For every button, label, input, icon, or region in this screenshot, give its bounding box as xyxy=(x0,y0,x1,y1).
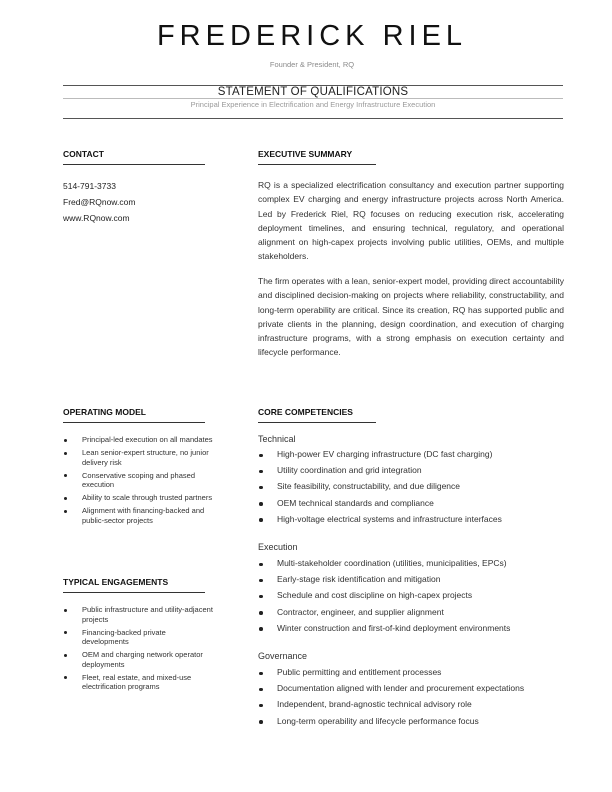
statement-subtitle: Principal Experience in Electrification and Energy Infrastructure Execution xyxy=(190,100,436,109)
summary-paragraph: The firm operates with a lean, senior-expert model, providing direct accountability and disciplined decision-making on projects where reliability, constructability, and long-term operability are critical. Since its creation, RQ has supported public and private clients in the planning, design coordination, and execution of charging infrastructure programs, with a strong emphasis on execution certainty and lifecycle performance. xyxy=(258,276,564,358)
contact-email: Fred@RQnow.com xyxy=(63,197,136,207)
competency-list-execution xyxy=(258,555,568,636)
operating-model-heading: OPERATING MODEL xyxy=(63,407,205,423)
competency-list-governance xyxy=(258,664,568,729)
list-item: OEM and charging network operator deployments xyxy=(63,650,213,669)
list-item: Public infrastructure and utility-adjacent projects xyxy=(63,605,213,624)
list-item: Utility coordination and grid integration xyxy=(258,462,568,478)
list-item: Schedule and cost discipline on high-capex projects xyxy=(258,587,568,603)
contact-block xyxy=(63,178,223,226)
list-item: Independent, brand-agnostic technical advisory role xyxy=(258,696,568,712)
list-item: Multi-stakeholder coordination (utilities, municipalities, EPCs) xyxy=(258,555,568,571)
competency-group-title: Governance xyxy=(258,651,308,661)
typical-engagements-list xyxy=(63,605,213,695)
list-item: Conservative scoping and phased execution xyxy=(63,471,213,490)
core-competencies-heading: CORE COMPETENCIES xyxy=(258,407,376,423)
list-item: Contractor, engineer, and supplier alignment xyxy=(258,604,568,620)
executive-summary-heading: EXECUTIVE SUMMARY xyxy=(258,149,376,165)
list-item: Site feasibility, constructability, and due diligence xyxy=(258,478,568,494)
list-item: Alignment with financing-backed and public-sector projects xyxy=(63,506,213,525)
competency-group-title: Technical xyxy=(258,434,296,444)
contact-phone: 514-791-3733 xyxy=(63,181,116,191)
list-item: Fleet, real estate, and mixed-use electrification programs xyxy=(63,673,213,692)
contact-heading: CONTACT xyxy=(63,149,205,165)
list-item: Lean senior-expert structure, no junior delivery risk xyxy=(63,448,213,467)
list-item: OEM technical standards and compliance xyxy=(258,495,568,511)
statement-title: STATEMENT OF QUALIFICATIONS xyxy=(217,86,409,98)
person-title: Founder & President, RQ xyxy=(269,60,355,69)
list-item: Early-stage risk identification and mitigation xyxy=(258,571,568,587)
list-item: Ability to scale through trusted partners xyxy=(63,493,213,503)
divider xyxy=(63,118,563,119)
competency-group-title: Execution xyxy=(258,542,298,552)
list-item: High-voltage electrical systems and infrastructure interfaces xyxy=(258,511,568,527)
list-item: High-power EV charging infrastructure (DC fast charging) xyxy=(258,446,568,462)
person-name: FREDERICK RIEL xyxy=(156,20,468,52)
summary-paragraph: RQ is a specialized electrification consultancy and execution partner supporting complex EV charging and energy infrastructure projects across North America. Led by Frederick Riel, RQ focuses on reducing execution risk, accelerating deployment timelines, and ensuring technical, regulatory, and operational alignment on high-capex projects involving public utilities, OEMs, and multiple stakeholders. xyxy=(258,180,564,262)
competency-list-technical xyxy=(258,446,568,527)
list-item: Financing-backed private developments xyxy=(63,628,213,647)
list-item: Long-term operability and lifecycle performance focus xyxy=(258,713,568,729)
list-item: Principal-led execution on all mandates xyxy=(63,435,213,445)
divider xyxy=(63,98,563,99)
list-item: Documentation aligned with lender and procurement expectations xyxy=(258,680,568,696)
contact-website: www.RQnow.com xyxy=(63,213,130,223)
operating-model-list xyxy=(63,435,213,529)
list-item: Winter construction and first-of-kind deployment environments xyxy=(258,620,568,636)
list-item: Public permitting and entitlement processes xyxy=(258,664,568,680)
typical-engagements-heading: TYPICAL ENGAGEMENTS xyxy=(63,577,205,593)
